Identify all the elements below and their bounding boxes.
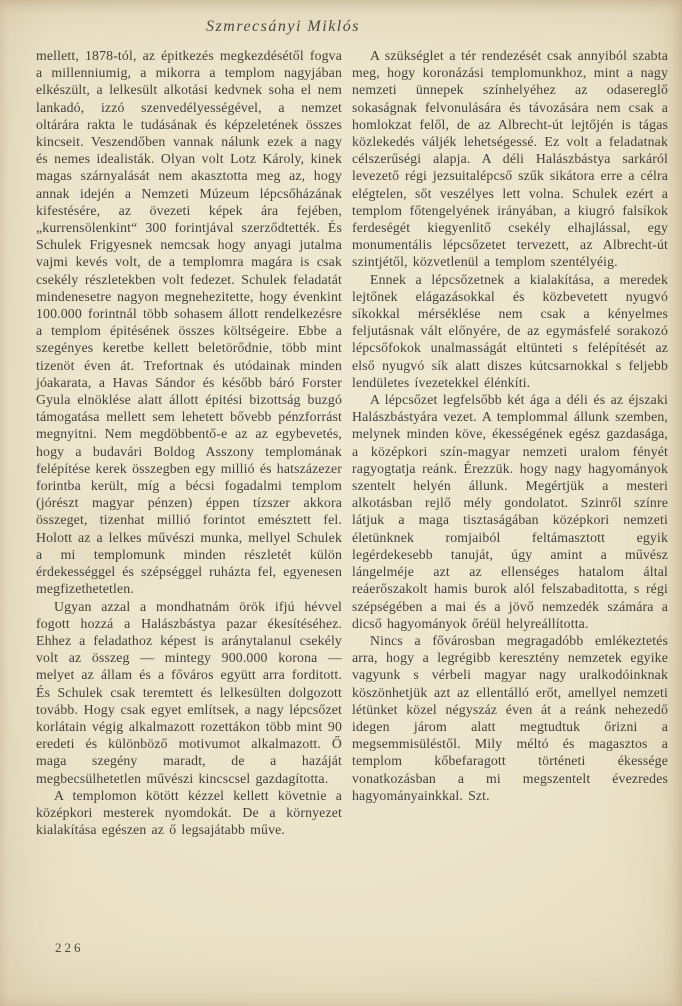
paragraph: Nincs a fővárosban megragadóbb emlékeztetés arra, hogy a legrégibb keresztény nemzetek egyike vagyunk s vérbeli magyar nagy uralkodóinknak köszönhetjük azt az ellentálló erőt, amellyel nemzeti létünket közel négyszáz éven át a reánk nehezedő idegen járom alatt megtudtuk őrizni a megsemmisüléstől. Mily méltó és magasztos a templom kőbefaragott történeti ékessége vonatkozásban a mi megszentelt évezredes hagyományainkkal. Szt. bbox=[352, 632, 668, 803]
text-column-right bbox=[352, 47, 668, 804]
text-column-left bbox=[36, 47, 342, 838]
paragraph: A szükséglet a tér rendezését csak annyiból szabta meg, hogy koronázási templomunkhoz, mint a nagy nemzeti ünnepek színhelyéhez az odasereglő sokaságnak felvonulására és távozására nem csak a homlokzat felől, de az Albrecht-út lejtőjén is tágas közlekedés váljék lehetségessé. Ez volt a feladatnak célszerűségi alapja. A déli Halászbástya sarkáról levezető régi jezsuitalépcső szűk sikátora erre a célra elégtelen, sőt veszélyes lett volna. Schulek ezért a templom főtengelyének irányában, a kiugró falsíkok ferdeségét kiegyenlitő csekély elhajlással, egy monumentális lépcsőzetet tervezett, az Albrecht-út szintjétől, közvetlenül a templom szentélyéig. bbox=[352, 48, 668, 270]
running-header: Szmrecsányi Miklós bbox=[206, 18, 360, 35]
page-number: 226 bbox=[55, 940, 84, 955]
paragraph: Ugyan azzal a mondhatnám örök ifjú hévvel fogott hozzá a Halászbástya pazar ékesítéséhez. Ehhez a feladathoz képest is aránytalanul csekély volt az összeg — mintegy 900.000 korona — melyet az állam és a főváros együtt arra forditott. És Schulek csak teremtett és lelkesülten dolgozott tovább. Hogy csak egyet említsek, a nagy lépcsőzet korlátain végig alkalmazott rozettákon több mint 90 eredeti és különböző motivumot alkalmazott. Ő maga szegény maradt, de a hazáját megbecsülhetetlen művészi kincscsel gazdagította. bbox=[36, 598, 342, 786]
paragraph: mellett, 1878-tól, az épitkezés megkezdésétől fogva a millenniumig, a mikorra a templom nagyjában elkészült, a lelkesült alkotási kedvnek soha el nem lankadó, izzó szenvedélyességével, a nemzet oltárára rakta le tudásának és képzeletének összes kincseit. Veszendőben vannak nálunk ezek a nagy és nemes idealisták. Olyan volt Lotz Károly, kinek magas szárnyalását nem akasztotta meg az, hogy annak idején a Nemzeti Múzeum lépcsőházának kifestésére, az övezeti képek ára fejében, „kurrensölenkint“ 300 forintjával szerződtették. És Schulek Frigyesnek nemcsak hogy anyagi jutalma vajmi kevés volt, de a templomra magára is csak csekély részletekben volt fedezet. Schulek feladatát mindenesetre nagyon megnehezitette, hogy évenkint 100.000 forintnál több sohasem állott rendelkezésre a templom épitésének összes költségeire. Ebbe a szegényes keretbe kellett beletörődnie, több mint tizenöt éven át. Trefortnak és utódainak minden jóakarata, a Havas Sándor és később báró Forster Gyula elnöklése alatt állott épitési bizottság buzgó támogatása mellett sem lehetett bővebb pénzforrást megnyitni. Nem megdöbbentő-e az az egybevetés, hogy a budavári Boldog Asszony templomának felépítése kerek összegben egy millió és hatszázezer forintba került, míg a bécsi fogadalmi templom (jórészt magyar pénzen) éppen tízszer akkora összeget, tizenhat millió forintot emésztett fel. Holott az a lelkes művészi munka, mellyel Schulek a mi templomunk minden részletét külön érdekességgel és szépséggel ruházta fel, egyenesen megfizethetetlen. bbox=[36, 48, 342, 597]
paragraph: A templomon kötött kézzel kellett követnie a középkori mesterek nyomdokát. De a környezet kialakítása egészen az ő legsajátabb műve. bbox=[36, 787, 342, 838]
paragraph: Ennek a lépcsőzetnek a kialakítása, a meredek lejtőnek elágazásokkal és közbevetett nyugvó síkokkal mérséklése nem csak a kényelmes feljutásnak vált előnyére, de az egymásfelé sorakozó lépcsőfokok unalmasságát eltünteti s felépítését az első nyugvó sík alatt diszes kútcsarnokkal s feljebb lendületes ívezetekkel élénkíti. bbox=[352, 271, 668, 390]
paragraph: A lépcsőzet legfelsőbb két ága a déli és az éjszaki Halászbástyára vezet. A templommal állunk szemben, melynek minden köve, ékességének egész gazdasága, a középkori szín-magyar nemzeti uralom fényét ragyogtatja reánk. Érezzük. hogy nagy hagyományok szentelt helyén állunk. Megértjük a mesteri alkotásban rejlő mély gondolatot. Szinről színre látjuk a maga tisztaságában középkori nemzeti életünknek romjaiból feltámasztott egyik legérdekesebb tanuját, úgy amint a művész lángelméje azt az ellenséges hatalom által reáerőszakolt hamis burok alól felszabaditotta, s régi szépségében a mai és a jövő nemzedék számára a dicső hagyományok őréül helyreállította. bbox=[352, 392, 668, 631]
